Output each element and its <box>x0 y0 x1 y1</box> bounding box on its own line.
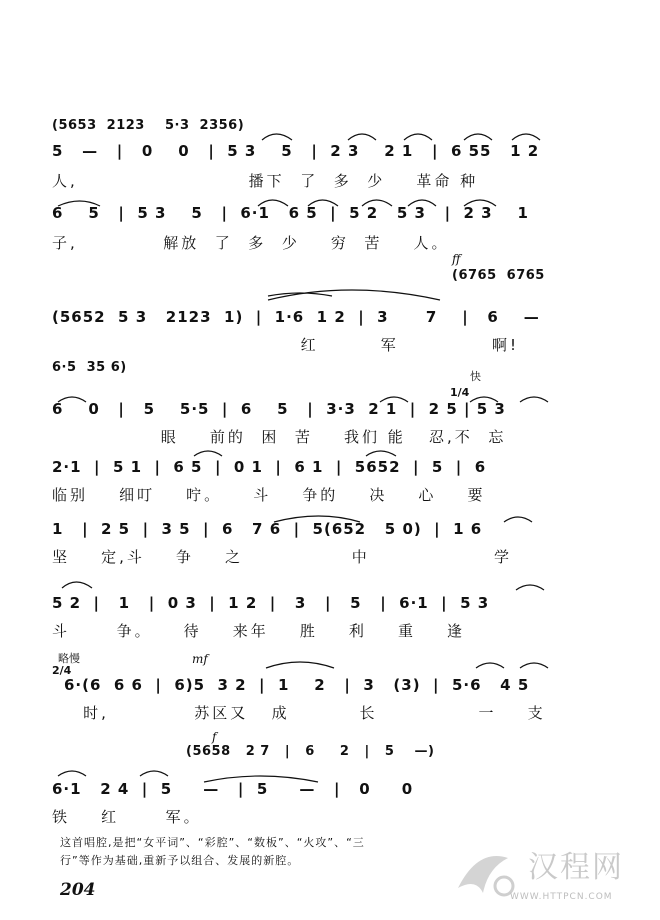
lyrics-line: 时, 苏区又 成 长 一 支 <box>52 704 546 722</box>
lyrics-line: 眼 前的 困 苦 我们 能 忍,不 忘 <box>52 428 507 446</box>
tempo-marking: 快 <box>470 370 481 383</box>
lyrics-line: 临别 细叮 咛。 斗 争的 决 心 要 <box>52 486 486 504</box>
notation-line: 6 0 | 5 5·5 | 6 5 | 3·3 2 1 | 2 5 | 5 3 <box>52 400 506 418</box>
dynamic-marking: ff <box>452 252 461 266</box>
lyrics-line: 子, 解放 了 多 少 穷 苦 人。 <box>52 234 450 252</box>
accompaniment-line: (6765 6765 <box>452 268 545 283</box>
watermark-text: 汉程网 <box>528 850 624 885</box>
notation-line: 6·(6 6 6 | 6)5 3 2 | 1 2 | 3 (3) | 5·6 4 5 <box>64 676 530 694</box>
notation-line: 6 5 | 5 3 5 | 6·1 6 5 | 5 2 5 3 | 2 3 1 <box>52 204 529 222</box>
lyrics-line: 斗 争。 待 来年 胜 利 重 逢 <box>52 622 466 640</box>
accompaniment-line: (5658 2 7 | 6 2 | 5 —) <box>186 744 435 759</box>
lyrics-line: 铁 红 军。 <box>52 808 202 826</box>
notation-line: 5 — | 0 0 | 5 3 5 | 2 3 2 1 | 6 55 1 2 <box>52 142 540 160</box>
notation-line: 6·1 2 4 | 5 — | 5 — | 0 0 <box>52 780 414 798</box>
time-signature: 2/4 <box>52 664 72 677</box>
watermark <box>448 838 638 918</box>
accompaniment-line: (5653 2123 5·3 2356) <box>52 118 245 133</box>
notation-line: (5652 5 3 2123 1) | 1·6 1 2 | 3 7 | 6 — <box>52 308 540 326</box>
lyrics-line: 红 军 啊! <box>52 336 519 354</box>
page-number: 204 <box>60 880 96 900</box>
tempo-marking: 略慢 <box>58 652 80 665</box>
notation-line: 1 | 2 5 | 3 5 | 6 7 6 | 5(652 5 0) | 1 6 <box>52 520 483 538</box>
footnote-line-2: 行”等作为基础,重新予以组合、发展的新腔。 <box>60 854 300 867</box>
accompaniment-line: 6·5 35 6) <box>52 360 127 375</box>
watermark-url: WWW.HTTPCN.COM <box>510 892 613 902</box>
time-signature: 1/4 <box>450 386 470 399</box>
dynamic-marking: f <box>212 730 217 744</box>
lyrics-line: 人, 播下 了 多 少 革命 种 <box>52 172 479 190</box>
dynamic-marking: mf <box>192 652 208 666</box>
lyrics-line: 坚 定,斗 争 之 中 学 <box>52 548 513 566</box>
notation-line: 5 2 | 1 | 0 3 | 1 2 | 3 | 5 | 6·1 | 5 3 <box>52 594 490 612</box>
notation-line: 2·1 | 5 1 | 6 5 | 0 1 | 6 1 | 5652 | 5 | 6 <box>52 458 487 476</box>
footnote-line-1: 这首唱腔,是把“女平词”、“彩腔”、“数板”、“火攻”、“三 <box>60 836 365 849</box>
